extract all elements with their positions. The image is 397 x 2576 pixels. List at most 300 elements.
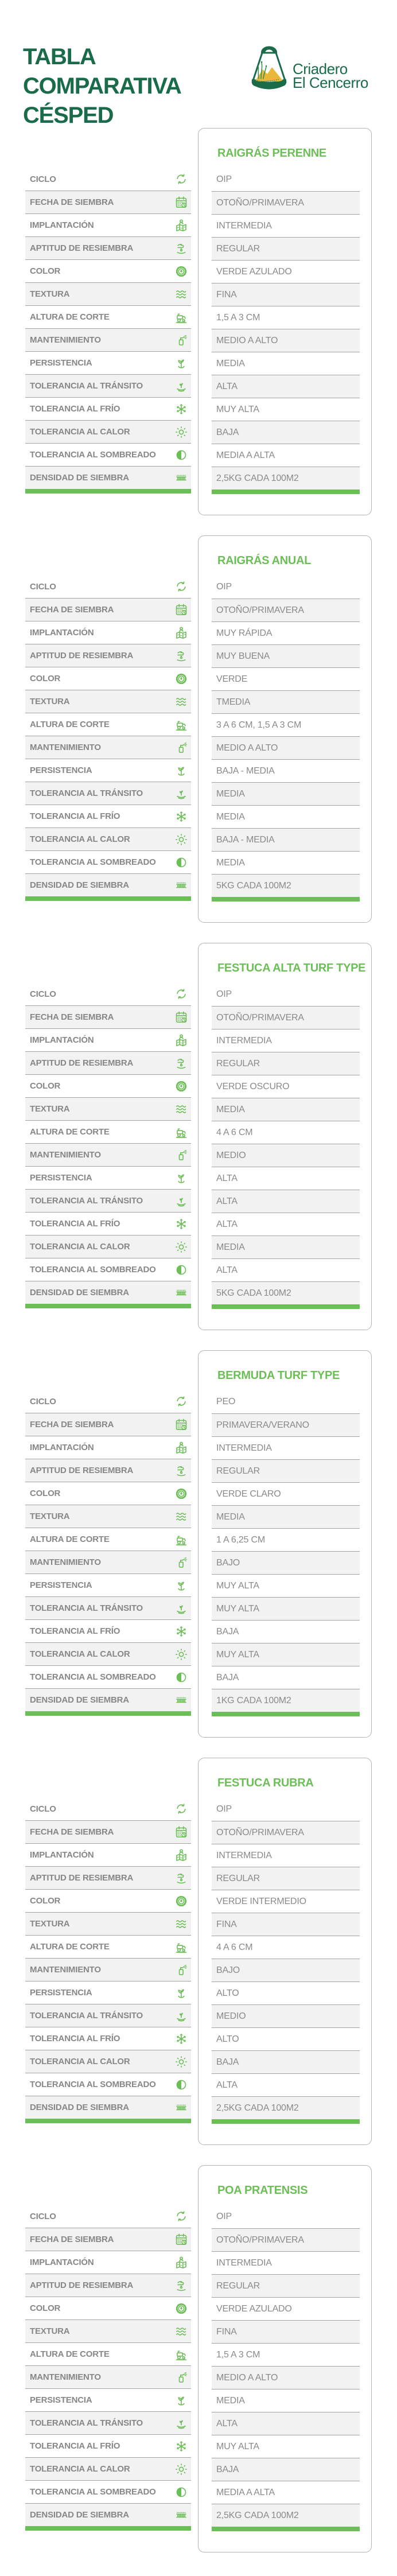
attribute-label: ALTURA DE CORTE: [30, 2349, 110, 2359]
spray-bottle-icon: [174, 1148, 189, 1163]
half-shade-icon: [174, 1262, 189, 1277]
species-section: [0, 535, 397, 941]
texture-waves-icon: [174, 1917, 189, 1932]
attribute-label: APTITUD DE RESIEMBRA: [30, 2280, 134, 2290]
plant-persistence-icon: [174, 763, 189, 778]
attribute-label: CICLO: [30, 581, 56, 592]
mower-icon: [174, 717, 189, 732]
species-title: BERMUDA TURF TYPE: [217, 1369, 340, 1382]
attribute-value: BAJO: [216, 1965, 240, 1975]
attribute-value: INTERMEDIA: [216, 2258, 272, 2268]
attribute-value: TMEDIA: [216, 697, 251, 707]
attribute-value: ALTA: [216, 381, 238, 391]
brand-name-line: El Cencerro: [293, 74, 368, 91]
trodden-grass-icon: [174, 1194, 189, 1209]
attribute-value: MUY ALTA: [216, 1649, 259, 1660]
green-accent-bar: [212, 2527, 360, 2531]
snowflake-icon: [174, 1624, 189, 1639]
plant-persistence-icon: [174, 356, 189, 371]
attribute-label: TOLERANCIA AL SOMBREADO: [30, 1672, 156, 1682]
attribute-label: CICLO: [30, 1396, 56, 1406]
value-row: [212, 1459, 360, 1482]
attribute-value: OTOÑO/PRIMAVERA: [216, 197, 304, 208]
attribute-label: FECHA DE SIEMBRA: [30, 1827, 114, 1837]
sun-icon: [174, 1647, 189, 1662]
value-row: [212, 1029, 360, 1052]
value-row: [212, 713, 360, 736]
snowflake-icon: [174, 1217, 189, 1231]
attribute-row: [25, 2434, 191, 2457]
attributes-column: [25, 982, 191, 1308]
attribute-label: TEXTURA: [30, 1512, 70, 1521]
attribute-value: BAJO: [216, 1557, 240, 1568]
attribute-label: ALTURA DE CORTE: [30, 1127, 110, 1137]
attribute-row: [25, 420, 191, 443]
attribute-row: [25, 2319, 191, 2342]
attribute-row: [25, 1820, 191, 1843]
attribute-label: MANTENIMIENTO: [30, 1557, 101, 1567]
attribute-row: [25, 1212, 191, 1235]
spray-bottle-icon: [174, 2370, 189, 2385]
attribute-row: [25, 1642, 191, 1665]
attribute-value: 1 A 6,25 CM: [216, 1534, 265, 1545]
mower-icon: [174, 1532, 189, 1547]
value-row: [212, 1281, 360, 1304]
cycle-icon: [174, 1394, 189, 1409]
value-row: [212, 2435, 360, 2458]
attribute-value: MEDIA A ALTA: [216, 2487, 275, 2497]
green-accent-bar: [25, 1711, 191, 1716]
attribute-label: IMPLANTACIÓN: [30, 1035, 94, 1045]
value-row: [212, 2504, 360, 2527]
species-card: [198, 943, 372, 1330]
attribute-value: MEDIO A ALTO: [216, 335, 278, 345]
attribute-row: [25, 2365, 191, 2388]
species-title: FESTUCA RUBRA: [217, 1777, 314, 1789]
attribute-label: PERSISTENCIA: [30, 1580, 92, 1590]
seeding-density-icon: [174, 2508, 189, 2523]
attribute-value: ALTA: [216, 1265, 238, 1275]
attribute-row: [25, 2004, 191, 2027]
attribute-value: 3 A 6 CM, 1,5 A 3 CM: [216, 720, 302, 730]
species-title: FESTUCA ALTA TURF TYPE: [217, 962, 366, 974]
green-accent-bar: [25, 896, 191, 901]
attribute-label: PERSISTENCIA: [30, 1173, 92, 1183]
cycle-icon: [174, 986, 189, 1001]
hand-seed-icon: [174, 1056, 189, 1071]
cycle-icon: [174, 1801, 189, 1816]
attribute-label: FECHA DE SIEMBRA: [30, 2235, 114, 2244]
attribute-row: [25, 2251, 191, 2274]
attribute-row: [25, 2274, 191, 2297]
attribute-row: [25, 443, 191, 466]
attribute-label: CICLO: [30, 1804, 56, 1814]
attribute-value: PEO: [216, 1397, 236, 1406]
attribute-value: FINA: [216, 2326, 237, 2337]
value-row: [212, 283, 360, 306]
attribute-row: [25, 575, 191, 598]
attribute-label: TOLERANCIA AL FRÍO: [30, 1626, 120, 1636]
value-row: [212, 1689, 360, 1712]
attribute-label: TOLERANCIA AL TRÁNSITO: [30, 788, 143, 798]
attribute-label: DENSIDAD DE SIEMBRA: [30, 2103, 129, 2112]
attribute-row: [25, 1258, 191, 1281]
color-wheel-icon: [174, 1894, 189, 1909]
attribute-label: TOLERANCIA AL SOMBREADO: [30, 1265, 156, 1275]
value-row: [212, 805, 360, 828]
spray-bottle-icon: [174, 1963, 189, 1977]
value-row: [212, 1959, 360, 1981]
value-row: [212, 983, 360, 1006]
plant-persistence-icon: [174, 1578, 189, 1593]
hand-seed-icon: [174, 2278, 189, 2293]
species-section: [0, 128, 397, 534]
attribute-row: [25, 805, 191, 827]
brand-logo: [251, 45, 377, 98]
value-row: [212, 1006, 360, 1029]
attribute-value: ALTO: [216, 2034, 239, 2044]
attribute-row: [25, 1005, 191, 1028]
attribute-value: 2,5KG CADA 100M2: [216, 2103, 299, 2113]
value-row: [212, 1821, 360, 1844]
attribute-value: MEDIO A ALTO: [216, 2372, 278, 2383]
attribute-row: [25, 2342, 191, 2365]
attribute-row: [25, 1889, 191, 1912]
attribute-label: APTITUD DE RESIEMBRA: [30, 1873, 134, 1883]
attribute-label: IMPLANTACIÓN: [30, 628, 94, 638]
green-accent-bar: [212, 2119, 360, 2124]
attribute-value: REGULAR: [216, 1873, 260, 1883]
value-row: [212, 1258, 360, 1281]
attribute-value: BAJA: [216, 1626, 239, 1637]
attribute-value: MEDIA: [216, 358, 245, 368]
attribute-row: [25, 2411, 191, 2434]
species-section: [0, 2165, 397, 2571]
page-title: [23, 42, 181, 130]
attribute-label: COLOR: [30, 674, 61, 683]
attribute-label: DENSIDAD DE SIEMBRA: [30, 2510, 129, 2520]
value-row: [212, 2481, 360, 2504]
attribute-value: MEDIA: [216, 811, 245, 822]
attribute-row: [25, 1459, 191, 1482]
attribute-row: [25, 1797, 191, 1820]
attributes-column: [25, 168, 191, 494]
spray-bottle-icon: [174, 1555, 189, 1570]
attribute-row: [25, 2297, 191, 2319]
species-card: [198, 128, 372, 515]
attribute-label: FECHA DE SIEMBRA: [30, 197, 114, 207]
value-row: [212, 2320, 360, 2343]
attribute-value: FINA: [216, 289, 237, 300]
texture-waves-icon: [174, 287, 189, 302]
attribute-row: [25, 2228, 191, 2251]
attribute-row: [25, 1436, 191, 1459]
attribute-value: OTOÑO/PRIMAVERA: [216, 2235, 304, 2245]
attribute-value: 1,5 A 3 CM: [216, 2349, 260, 2360]
value-row: [212, 1505, 360, 1528]
attribute-row: [25, 690, 191, 713]
calendar-clock-icon: [174, 603, 189, 617]
species-card: [198, 1758, 372, 2145]
color-wheel-icon: [174, 2301, 189, 2316]
plant-persistence-icon: [174, 1171, 189, 1186]
half-shade-icon: [174, 855, 189, 870]
attribute-label: PERSISTENCIA: [30, 766, 92, 775]
seeding-density-icon: [174, 878, 189, 893]
seeding-density-icon: [174, 471, 189, 485]
attribute-value: 1,5 A 3 CM: [216, 312, 260, 323]
attribute-row: [25, 1097, 191, 1120]
value-row: [212, 1981, 360, 2004]
attribute-label: ALTURA DE CORTE: [30, 1942, 110, 1952]
value-row: [212, 2297, 360, 2320]
attribute-row: [25, 2073, 191, 2096]
snowflake-icon: [174, 2031, 189, 2046]
value-row: [212, 2004, 360, 2027]
attribute-row: [25, 1143, 191, 1166]
attribute-label: APTITUD DE RESIEMBRA: [30, 651, 134, 660]
attribute-row: [25, 1074, 191, 1097]
attribute-value: 2,5KG CADA 100M2: [216, 473, 299, 483]
value-row: [212, 260, 360, 283]
attribute-value: BAJA - MEDIA: [216, 834, 275, 845]
attribute-value: OTOÑO/PRIMAVERA: [216, 1827, 304, 1837]
value-row: [212, 1190, 360, 1213]
attribute-value: OIP: [216, 174, 232, 184]
attribute-value: MUY ALTA: [216, 2441, 259, 2451]
attribute-row: [25, 1281, 191, 1304]
value-row: [212, 421, 360, 444]
green-accent-bar: [25, 1304, 191, 1308]
attribute-label: TEXTURA: [30, 697, 70, 706]
value-row: [212, 2096, 360, 2119]
attribute-row: [25, 1912, 191, 1935]
sun-icon: [174, 832, 189, 847]
attributes-column: [25, 1390, 191, 1716]
value-row: [212, 1121, 360, 1144]
attributes-column: [25, 1797, 191, 2123]
attribute-row: [25, 397, 191, 420]
attribute-row: [25, 827, 191, 850]
value-row: [212, 191, 360, 214]
green-accent-bar: [212, 489, 360, 494]
attribute-row: [25, 1235, 191, 1258]
attribute-label: TOLERANCIA AL FRÍO: [30, 2034, 120, 2043]
calendar-clock-icon: [174, 2232, 189, 2247]
attribute-row: [25, 2050, 191, 2073]
calendar-clock-icon: [174, 1417, 189, 1432]
attribute-value: MUY ALTA: [216, 404, 259, 414]
attribute-label: TEXTURA: [30, 1919, 70, 1929]
values-column: [212, 1798, 360, 2124]
value-row: [212, 1528, 360, 1551]
attribute-row: [25, 644, 191, 667]
value-row: [212, 1098, 360, 1121]
attribute-row: [25, 351, 191, 374]
value-row: [212, 1666, 360, 1689]
attribute-row: [25, 1596, 191, 1619]
value-row: [212, 1890, 360, 1913]
attribute-value: MEDIA: [216, 2395, 245, 2406]
sun-icon: [174, 2462, 189, 2477]
brand-name: [293, 62, 368, 90]
value-row: [212, 467, 360, 489]
attribute-label: PERSISTENCIA: [30, 2395, 92, 2405]
attribute-value: REGULAR: [216, 2280, 260, 2291]
attribute-value: 4 A 6 CM: [216, 1942, 253, 1952]
attribute-value: ALTO: [216, 1988, 239, 1998]
value-row: [212, 2228, 360, 2251]
attribute-value: REGULAR: [216, 1058, 260, 1069]
attribute-row: [25, 2388, 191, 2411]
value-row: [212, 1913, 360, 1936]
value-row: [212, 1075, 360, 1098]
attribute-label: APTITUD DE RESIEMBRA: [30, 243, 134, 253]
value-row: [212, 2389, 360, 2412]
attribute-label: TEXTURA: [30, 289, 70, 299]
attribute-row: [25, 168, 191, 191]
map-person-icon: [174, 1033, 189, 1048]
attribute-row: [25, 1413, 191, 1436]
attribute-label: IMPLANTACIÓN: [30, 1443, 94, 1452]
attribute-label: APTITUD DE RESIEMBRA: [30, 1058, 134, 1068]
plant-persistence-icon: [174, 2393, 189, 2408]
value-row: [212, 1413, 360, 1436]
value-row: [212, 2458, 360, 2481]
green-accent-bar: [212, 1304, 360, 1309]
color-wheel-icon: [174, 671, 189, 686]
attribute-label: TOLERANCIA AL TRÁNSITO: [30, 381, 143, 391]
value-row: [212, 1144, 360, 1167]
attribute-label: TOLERANCIA AL CALOR: [30, 427, 130, 437]
seeding-density-icon: [174, 1693, 189, 1708]
plant-persistence-icon: [174, 1986, 189, 2000]
attribute-label: TOLERANCIA AL CALOR: [30, 834, 130, 844]
attribute-label: PERSISTENCIA: [30, 1988, 92, 1998]
half-shade-icon: [174, 2485, 189, 2500]
value-row: [212, 2366, 360, 2389]
attribute-row: [25, 1028, 191, 1051]
values-column: [212, 2205, 360, 2531]
calendar-clock-icon: [174, 1010, 189, 1025]
attribute-row: [25, 1981, 191, 2004]
cowbell-logo-icon: [251, 45, 287, 95]
attribute-row: [25, 2503, 191, 2526]
page-title-line: COMPARATIVA: [23, 73, 181, 99]
attribute-value: ALTA: [216, 1196, 238, 1206]
attribute-row: [25, 2096, 191, 2119]
attribute-label: MANTENIMIENTO: [30, 1150, 101, 1160]
value-row: [212, 621, 360, 644]
attribute-row: [25, 1120, 191, 1143]
attribute-label: TOLERANCIA AL TRÁNSITO: [30, 1196, 143, 1206]
attribute-row: [25, 1958, 191, 1981]
attribute-row: [25, 1573, 191, 1596]
texture-waves-icon: [174, 1509, 189, 1524]
half-shade-icon: [174, 1670, 189, 1685]
attribute-row: [25, 1482, 191, 1505]
calendar-clock-icon: [174, 1825, 189, 1840]
attribute-label: DENSIDAD DE SIEMBRA: [30, 880, 129, 890]
attribute-label: TOLERANCIA AL FRÍO: [30, 2441, 120, 2451]
attribute-label: PERSISTENCIA: [30, 358, 92, 368]
attribute-label: DENSIDAD DE SIEMBRA: [30, 1695, 129, 1705]
attribute-row: [25, 667, 191, 690]
attribute-label: FECHA DE SIEMBRA: [30, 605, 114, 615]
cycle-icon: [174, 579, 189, 594]
attribute-row: [25, 2205, 191, 2228]
attribute-row: [25, 2027, 191, 2050]
attribute-label: TOLERANCIA AL CALOR: [30, 1242, 130, 1252]
attribute-label: MANTENIMIENTO: [30, 2372, 101, 2382]
snowflake-icon: [174, 2439, 189, 2454]
attribute-row: [25, 374, 191, 397]
values-column: [212, 576, 360, 902]
attribute-value: MEDIA: [216, 857, 245, 868]
value-row: [212, 237, 360, 260]
attribute-label: COLOR: [30, 1489, 61, 1498]
attribute-value: MEDIA: [216, 1512, 245, 1522]
trodden-grass-icon: [174, 2008, 189, 2023]
species-title: RAIGRÁS ANUAL: [217, 554, 312, 567]
hand-seed-icon: [174, 1463, 189, 1478]
attribute-row: [25, 621, 191, 644]
hand-seed-icon: [174, 648, 189, 663]
attribute-row: [25, 466, 191, 489]
value-row: [212, 599, 360, 621]
green-accent-bar: [212, 1712, 360, 1716]
attribute-value: 1KG CADA 100M2: [216, 1695, 291, 1705]
attribute-row: [25, 982, 191, 1005]
attribute-label: CICLO: [30, 2211, 56, 2221]
green-accent-bar: [25, 489, 191, 494]
texture-waves-icon: [174, 2324, 189, 2339]
value-row: [212, 1620, 360, 1643]
attribute-value: OTOÑO/PRIMAVERA: [216, 605, 304, 615]
attribute-label: COLOR: [30, 1081, 61, 1091]
attribute-value: MEDIO: [216, 2011, 246, 2021]
value-row: [212, 214, 360, 237]
attribute-value: MUY ALTA: [216, 1603, 259, 1614]
hand-seed-icon: [174, 241, 189, 256]
attribute-row: [25, 305, 191, 328]
value-row: [212, 2343, 360, 2366]
value-row: [212, 782, 360, 805]
value-row: [212, 690, 360, 713]
attribute-label: FECHA DE SIEMBRA: [30, 1012, 114, 1022]
value-row: [212, 2274, 360, 2297]
values-column: [212, 983, 360, 1309]
attribute-label: TOLERANCIA AL TRÁNSITO: [30, 1603, 143, 1613]
attribute-row: [25, 1166, 191, 1189]
attribute-label: COLOR: [30, 1896, 61, 1906]
attribute-label: TOLERANCIA AL TRÁNSITO: [30, 2418, 143, 2428]
attribute-row: [25, 1665, 191, 1688]
value-row: [212, 1936, 360, 1959]
value-row: [212, 329, 360, 352]
attribute-value: OTOÑO/PRIMAVERA: [216, 1012, 304, 1023]
value-row: [212, 874, 360, 897]
attribute-value: INTERMEDIA: [216, 1850, 272, 1860]
attribute-row: [25, 598, 191, 621]
brand-name-line: Criadero: [293, 60, 348, 77]
attribute-label: CICLO: [30, 174, 56, 184]
attribute-label: TEXTURA: [30, 2326, 70, 2336]
map-person-icon: [174, 1440, 189, 1455]
species-title: POA PRATENSIS: [217, 2184, 308, 2197]
value-row: [212, 1052, 360, 1075]
attribute-value: INTERMEDIA: [216, 1443, 272, 1453]
